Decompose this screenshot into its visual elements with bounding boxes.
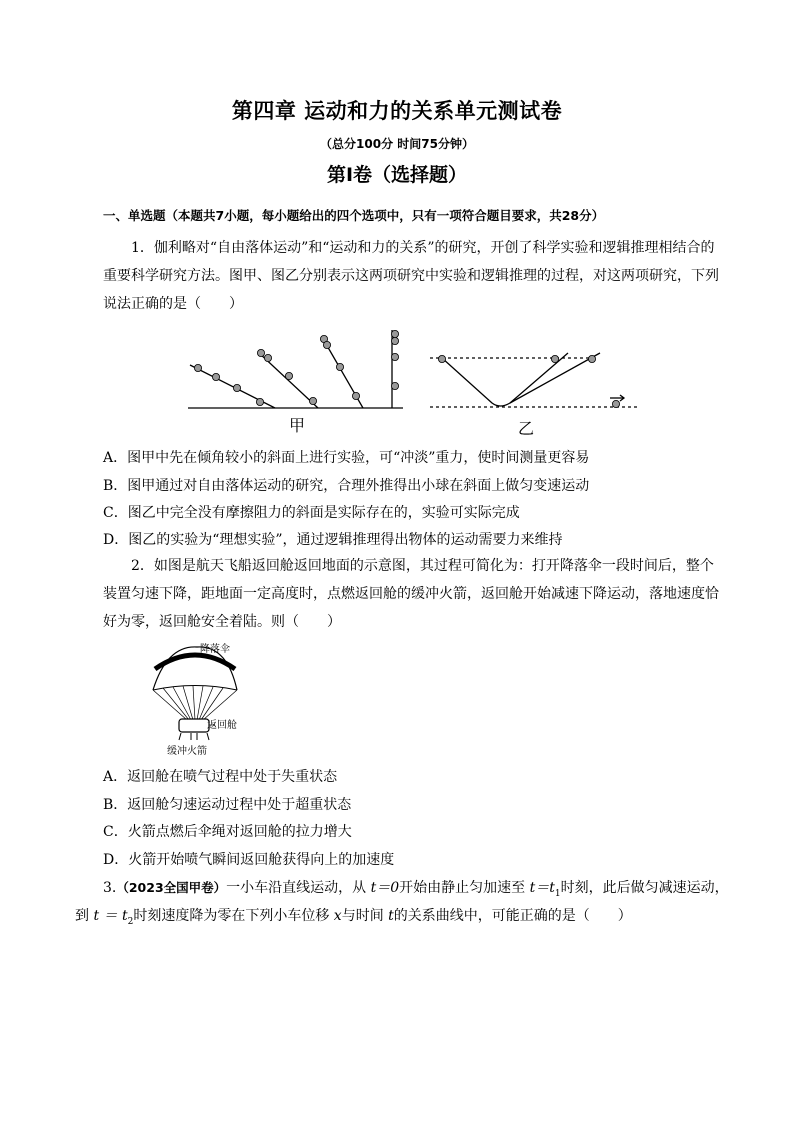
label-capsule: 返回舱 [207, 720, 237, 731]
q1-option-c: C．图乙中完全没有摩擦阻力的斜面是实际存在的，实验可实际完成 [103, 505, 520, 521]
q2-option-d: D．火箭开始喷气瞬间返回舱获得向上的加速度 [103, 852, 395, 868]
label-retro-rocket: 缓冲火箭 [167, 746, 207, 757]
q3-math: t＝t [529, 880, 555, 896]
label-parachute: 降落伞 [200, 644, 230, 655]
q3-number: 3. [103, 880, 117, 896]
q3-math: x [333, 908, 342, 924]
q3-math: t [388, 908, 394, 924]
page-title: 第四章 运动和力的关系单元测试卷 [231, 99, 563, 123]
q3-text: 到 [75, 908, 89, 924]
q3-math: t ＝ t [93, 908, 128, 924]
figure-label-yi: 乙 [518, 419, 535, 438]
q2-figure-parachute [145, 645, 255, 745]
q3-text: 时刻，此后做匀减速运动， [560, 880, 729, 896]
q3-math: t＝0 [370, 880, 400, 896]
q3-text: 一小车沿直线运动，从 [226, 880, 367, 896]
q1-figure [180, 325, 640, 440]
q1-option-a: A．图甲中先在倾角较小的斜面上进行实验，可“冲淡”重力，使时间测量更容易 [103, 450, 590, 466]
q3-subscript: 2 [127, 916, 134, 927]
q2-option-a: A．返回舱在喷气过程中处于失重状态 [103, 769, 338, 785]
q3-text: 时刻速度降为零在下列小车位移 [133, 908, 330, 924]
part-heading: 第Ⅰ卷（选择题） [326, 164, 468, 186]
q2-option-c: C．火箭点燃后伞绳对返回舱的拉力增大 [103, 824, 352, 840]
q1-option-d: D．图乙的实验为“理想实验”，通过逻辑推理得出物体的运动需要力来维持 [103, 532, 563, 548]
q3-source: （2023全国甲卷） [116, 880, 227, 895]
q3-line-2 [75, 905, 632, 927]
q1-stem: 1．伽利略对“自由落体运动”和“运动和力的关系”的研究，开创了科学实验和逻辑推理相结合的重要科学研究方法。图甲、图乙分别表示这两项研究中实验和逻辑推理的过程，对这两项研究，下列说法正确的是（ ） [103, 240, 719, 312]
q3-line-1 [103, 877, 729, 899]
figure-label-jia: 甲 [289, 416, 306, 435]
section-heading: 一、单选题（本题共7小题，每小题给出的四个选项中，只有一项符合题目要求，共28分） [103, 208, 605, 223]
q3-text: 的关系曲线中，可能正确的是（ ） [393, 908, 632, 924]
q1-option-b: B．图甲通过对自由落体运动的研究，合理外推得出小球在斜面上做匀变速运动 [103, 478, 590, 494]
q3-text: 开始由静止匀加速至 [399, 880, 526, 896]
page-subtitle: （总分100分 时间75分钟） [320, 137, 474, 151]
q2-stem: 2．如图是航天飞船返回舱返回地面的示意图，其过程可简化为：打开降落伞一段时间后，整个装置匀速下降，距地面一定高度时，点燃返回舱的缓冲火箭，返回舱开始减速下降运动，落地速度恰好为零，返回舱安全着陆。则（ ） [103, 558, 719, 630]
q3-subscript: 1 [554, 888, 561, 899]
q2-option-b: B．返回舱匀速运动过程中处于超重状态 [103, 797, 352, 813]
q3-text: 与时间 [341, 908, 384, 924]
